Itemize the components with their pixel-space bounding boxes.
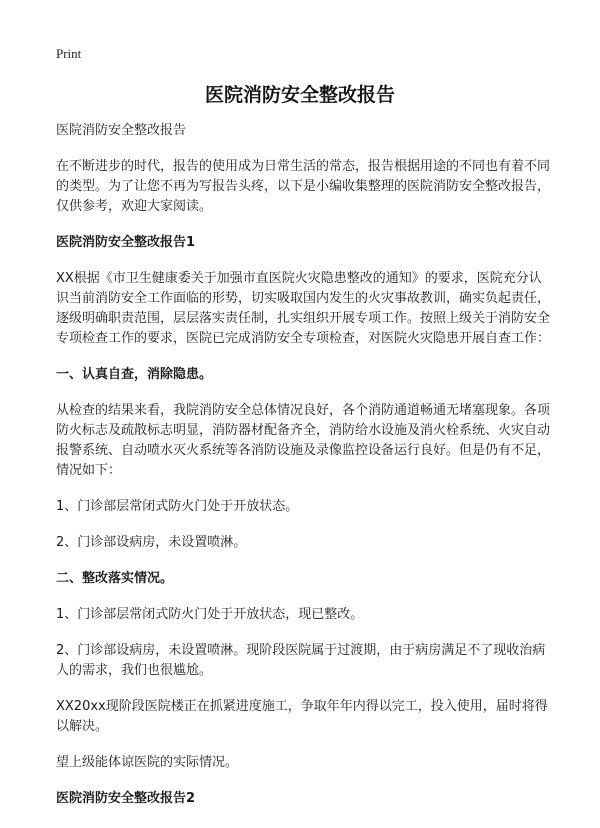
document-body <box>56 121 550 825</box>
intro-paragraph: 在不断进步的时代，报告的使用成为日常生活的常态，报告根据用途的不同也有着不同的类型。为了让您不再为写报告头疼，以下是小编收集整理的医院消防安全整改报告，仅供参考，欢迎大家阅读。 <box>56 159 551 214</box>
section1-list-item: 2、门诊部设病房，未设置喷淋。 <box>56 535 247 550</box>
closing-paragraph: 望上级能体谅医院的实际情况。 <box>56 755 239 770</box>
section2-heading: 二、整改落实情况。 <box>56 571 174 586</box>
doc-subtitle: 医院消防安全整改报告 <box>56 123 187 138</box>
section1-list-item: 1、门诊部层常闭式防火门处于开放状态。 <box>56 499 299 514</box>
page-title: 医院消防安全整改报告 <box>204 84 395 106</box>
section2-list-item: 2、门诊部设病房，未设置喷淋。现阶段医院属于过渡期，由于病房满足不了现收治病人的需求，我们也很尴尬。 <box>56 643 546 678</box>
print-label[interactable]: Print <box>56 46 82 61</box>
section2-list-item: 1、门诊部层常闭式防火门处于开放状态，现已整改。 <box>56 607 364 622</box>
report1-heading: 医院消防安全整改报告1 <box>56 235 196 250</box>
section1-heading: 一、认真自查，消除隐患。 <box>56 367 213 382</box>
report2-heading: 医院消防安全整改报告2 <box>56 791 196 806</box>
section2-paragraph: XX20xx现阶段医院楼正在抓紧进度施工，争取年年内得以完工，投入使用，届时将得以解决。 <box>56 699 548 734</box>
report1-intro-paragraph: XX根据《市卫生健康委关于加强市直医院火灾隐患整改的通知》的要求，医院充分认识当前消防安全工作面临的形势，切实吸取国内发生的火灾事故教训，确实负起责任，逐级明确职责范围，层层落实责任制，扎实组织开展专项工作。按照上级关于消防安全专项检查工作的要求，医院已完成消防安全专项检查，对医院火灾隐患开展自查工作： <box>56 271 551 346</box>
section1-paragraph: 从检查的结果来看，我院消防安全总体情况良好，各个消防通道畅通无堵塞现象。各项防火标志及疏散标志明显，消防器材配备齐全，消防给水设施及消火栓系统、火灾自动报警系统、自动喷水灭火系统等各消防设施及录像监控设备运行良好。但是仍有不足，情况如下： <box>56 403 551 478</box>
